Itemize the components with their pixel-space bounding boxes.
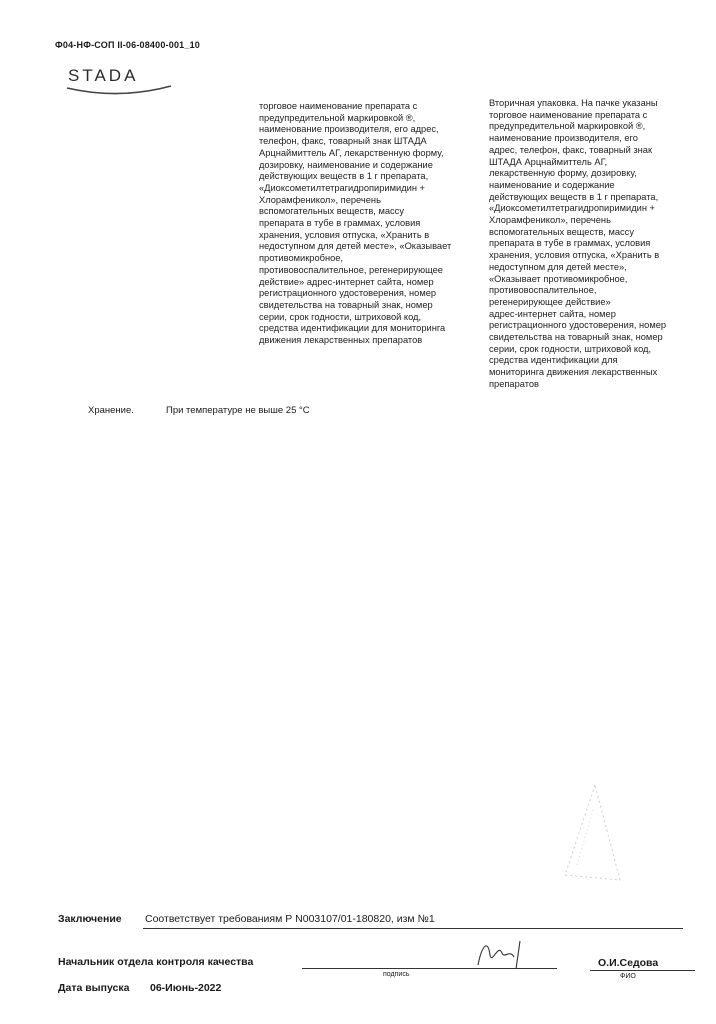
logo-swoosh-icon bbox=[66, 84, 172, 98]
signature-caption: подпись bbox=[383, 971, 410, 978]
conclusion-underline bbox=[143, 928, 683, 929]
release-date-label: Дата выпуска bbox=[58, 982, 130, 994]
name-underline bbox=[590, 970, 695, 971]
signature-underline bbox=[302, 968, 557, 969]
conclusion-label: Заключение bbox=[58, 913, 122, 925]
name-caption: ФИО bbox=[620, 973, 636, 980]
handwritten-signature-icon bbox=[470, 935, 540, 971]
conclusion-value: Соответствует требованиям Р N003107/01-180820, изм №1 bbox=[145, 913, 435, 925]
storage-value: При температуре не выше 25 °С bbox=[166, 405, 310, 416]
left-column-text: торговое наименование препарата с предупредительной маркировкой ®, наименование производителя, его адрес, телефон, факс, товарный знак ШТАДА Арцнаймиттель АГ, лекарственную форму, дозировку, наименование и содержание действующих веществ в 1 г препарата, «Диоксометилтетрагидропиримидин + Хлорамфеникол», перечень вспомогательных веществ, массу препарата в тубе в граммах, условия хранения, условия отпуска, «Хранить в недоступном для детей месте», «Оказывает противомикробное, противовоспалительное, регенерирующее действие» адрес-интернет сайта, номер регистрационного удостоверения, номер свидетельства на товарный знак, номер серии, срок годности, штриховой код, средства идентификации для мониторинга движения лекарственных препаратов bbox=[259, 101, 452, 346]
storage-label: Хранение. bbox=[88, 405, 134, 416]
head-of-qc-label: Начальник отдела контроля качества bbox=[58, 956, 254, 968]
logo-wordmark: STADA bbox=[68, 66, 139, 85]
document-code: Ф04-НФ-СОП II-06-08400-001_10 bbox=[55, 40, 200, 50]
faint-stamp-icon bbox=[555, 780, 625, 890]
signer-name: О.И.Седова bbox=[598, 957, 659, 969]
release-date-value: 06-Июнь-2022 bbox=[150, 982, 222, 994]
right-column-text: Вторичная упаковка. На пачке указаны торговое наименование препарата с предупредительной маркировкой ®, наименование производителя, его адрес, телефон, факс, товарный знак ШТАДА Арцнаймиттель АГ, лекарственную форму, дозировку, наименование и содержание действующих веществ в 1 г препарата, «Диоксометилтетрагидропиримидин + Хлорамфеникол», перечень вспомогательных веществ, массу препарата в тубе в граммах, условия хранения, условия отпуска, «Хранить в недоступном для детей месте», «Оказывает противомикробное, противовоспалительное, регенерирующее действие» адрес-интернет сайта, номер регистрационного удостоверения, номер свидетельства на товарный знак, номер серии, срок годности, штриховой код, средства идентификации для мониторинга движения лекарственных препаратов bbox=[489, 98, 667, 389]
stada-logo bbox=[66, 60, 174, 98]
